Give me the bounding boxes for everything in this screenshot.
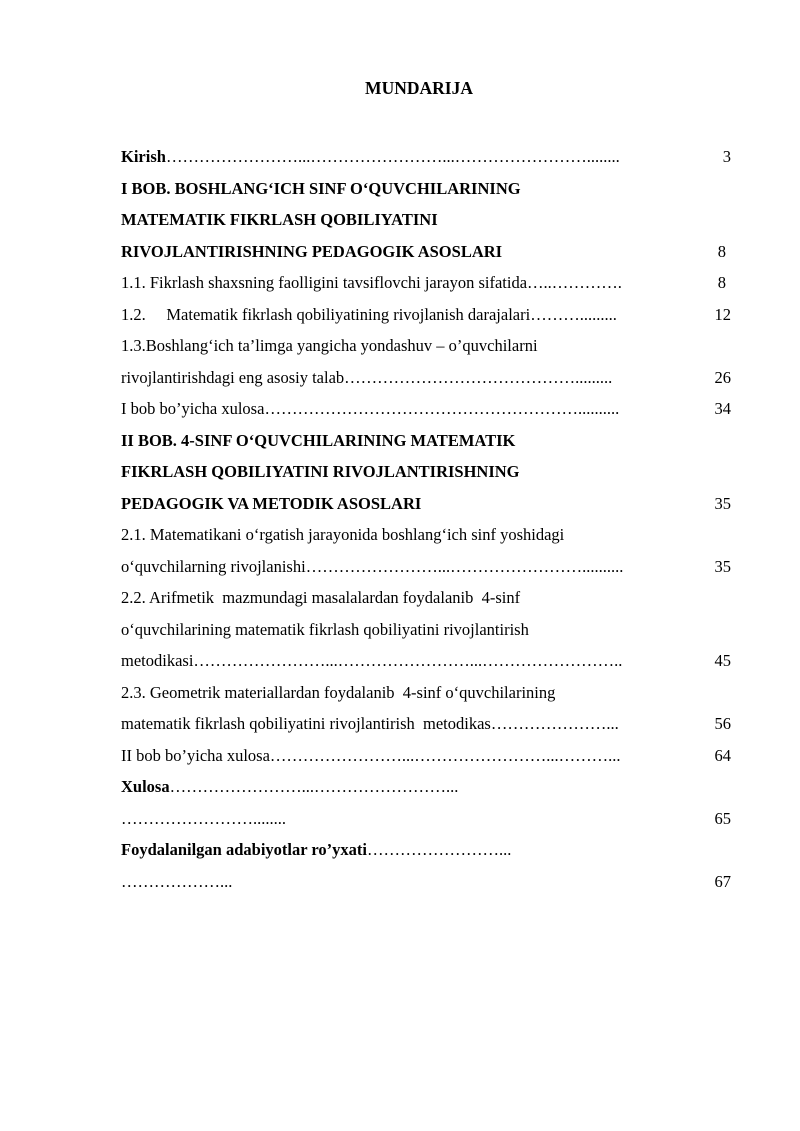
toc-leader-dots: ……………………... bbox=[367, 840, 512, 859]
toc-page-number: 65 bbox=[714, 808, 731, 828]
toc-entry bbox=[121, 551, 731, 583]
toc-page-number: 35 bbox=[714, 556, 731, 576]
toc-leader-dots: ……………………...…………………….......... bbox=[305, 556, 624, 576]
toc-entry bbox=[121, 614, 731, 646]
toc-entry-text: 1.3.Boshlang‘ich ta’limga yangicha yondashuv – o’quvchilarni bbox=[121, 336, 538, 355]
toc-entry bbox=[121, 708, 731, 740]
toc-leader-dots: ……………………………………......... bbox=[344, 367, 613, 387]
toc-entry-text: metodikasi bbox=[121, 651, 194, 670]
toc-leader-dots: …..…………. bbox=[527, 273, 622, 292]
toc-page-number: 8 bbox=[717, 273, 726, 292]
toc-chapter-heading bbox=[121, 488, 731, 520]
toc-entry bbox=[121, 519, 731, 551]
toc-page-number: 45 bbox=[714, 651, 731, 670]
toc-chapter-heading bbox=[121, 236, 731, 268]
toc-chapter-heading bbox=[121, 456, 731, 488]
toc-entry-text: MATEMATIK FIKRLASH QOBILIYATINI bbox=[121, 210, 438, 229]
toc-leader-dots: ……………………........ bbox=[121, 808, 286, 828]
toc-page-number: 64 bbox=[714, 745, 731, 765]
toc-entry-text: matematik fikrlash qobiliyatini rivojlantirish metodikas bbox=[121, 714, 491, 733]
toc-page-number: 3 bbox=[722, 147, 731, 166]
toc-entry bbox=[121, 299, 731, 331]
toc-leader-dots: ……………………...……………………...……………………........ bbox=[165, 147, 620, 166]
toc-entry-continuation bbox=[121, 803, 731, 835]
toc-entry bbox=[121, 582, 731, 614]
toc-chapter-heading bbox=[121, 425, 731, 457]
toc-page-number: 56 bbox=[714, 714, 731, 733]
toc-page-number: 34 bbox=[714, 399, 731, 418]
toc-entry bbox=[121, 267, 731, 299]
toc-entry-text: o‘quvchilarining matematik fikrlash qobiliyatini rivojlantirish bbox=[121, 619, 529, 639]
toc-entry-text: rivojlantirishdagi eng asosiy talab bbox=[121, 367, 345, 387]
toc-entry-text: Xulosa bbox=[121, 777, 170, 796]
toc-entry bbox=[121, 330, 731, 362]
toc-page-number: 26 bbox=[714, 367, 731, 387]
page-title: MUNDARIJA bbox=[365, 78, 473, 98]
toc-entry-text: II BOB. 4-SINF O‘QUVCHILARINING MATEMATIK bbox=[121, 430, 516, 450]
toc-chapter-heading bbox=[121, 204, 731, 236]
toc-page-number: 35 bbox=[714, 493, 731, 513]
toc-leader-dots: ………………... bbox=[121, 871, 233, 891]
toc-entry-xulosa bbox=[121, 771, 731, 803]
toc-leader-dots: …………………... bbox=[490, 714, 619, 733]
toc-entry-text: 1.2. Matematik fikrlash qobiliyatining rivojlanish darajalari bbox=[121, 304, 531, 324]
toc-chapter-heading bbox=[121, 173, 731, 205]
toc-entry-bibliography bbox=[121, 834, 731, 866]
toc-entry bbox=[121, 393, 731, 425]
toc-page-number: 12 bbox=[714, 304, 731, 324]
toc-entry-text: 1.1. Fikrlash shaxsning faolligini tavsiflovchi jarayon sifatida bbox=[121, 273, 528, 292]
toc-entry-text: FIKRLASH QOBILIYATINI RIVOJLANTIRISHNING bbox=[121, 462, 520, 481]
toc-entry bbox=[121, 362, 731, 394]
table-of-contents bbox=[121, 141, 731, 897]
toc-entry-continuation bbox=[121, 866, 731, 898]
toc-leader-dots: ……………………...……………………...…………………….. bbox=[193, 651, 623, 670]
toc-leader-dots: ……………………...……………………...………... bbox=[269, 745, 621, 765]
toc-entry-text: PEDAGOGIK VA METODIK ASOSLARI bbox=[121, 493, 422, 513]
toc-entry-kirish bbox=[121, 141, 731, 173]
toc-page-number: 67 bbox=[714, 871, 731, 891]
toc-entry-text: I bob bo’yicha xulosa bbox=[121, 399, 265, 418]
toc-page-number: 8 bbox=[717, 241, 726, 261]
toc-entry bbox=[121, 677, 731, 709]
toc-entry bbox=[121, 740, 731, 772]
toc-entry-text: o‘quvchilarning rivojlanishi bbox=[121, 556, 306, 576]
toc-leader-dots: ………......... bbox=[530, 304, 617, 324]
toc-entry-text: Foydalanilgan adabiyotlar ro’yxati bbox=[121, 840, 368, 859]
toc-leader-dots: ………………………………………………….......... bbox=[264, 399, 620, 418]
toc-entry-text: 2.1. Matematikani o‘rgatish jarayonida boshlang‘ich sinf yoshidagi bbox=[121, 525, 565, 544]
toc-entry-text: 2.2. Arifmetik mazmundagi masalalardan foydalanib 4-sinf bbox=[121, 588, 521, 607]
toc-entry-text: Kirish bbox=[121, 147, 166, 166]
toc-entry-text: II bob bo’yicha xulosa bbox=[121, 745, 270, 765]
toc-entry-text: RIVOJLANTIRISHNING PEDAGOGIK ASOSLARI bbox=[121, 241, 503, 261]
toc-entry-text: I BOB. BOSHLANG‘ICH SINF O‘QUVCHILARINING bbox=[121, 178, 521, 198]
toc-entry-text: 2.3. Geometrik materiallardan foydalanib 4-sinf o‘quvchilarining bbox=[121, 682, 556, 702]
toc-entry bbox=[121, 645, 731, 677]
toc-leader-dots: ……………………...……………………... bbox=[169, 777, 459, 796]
